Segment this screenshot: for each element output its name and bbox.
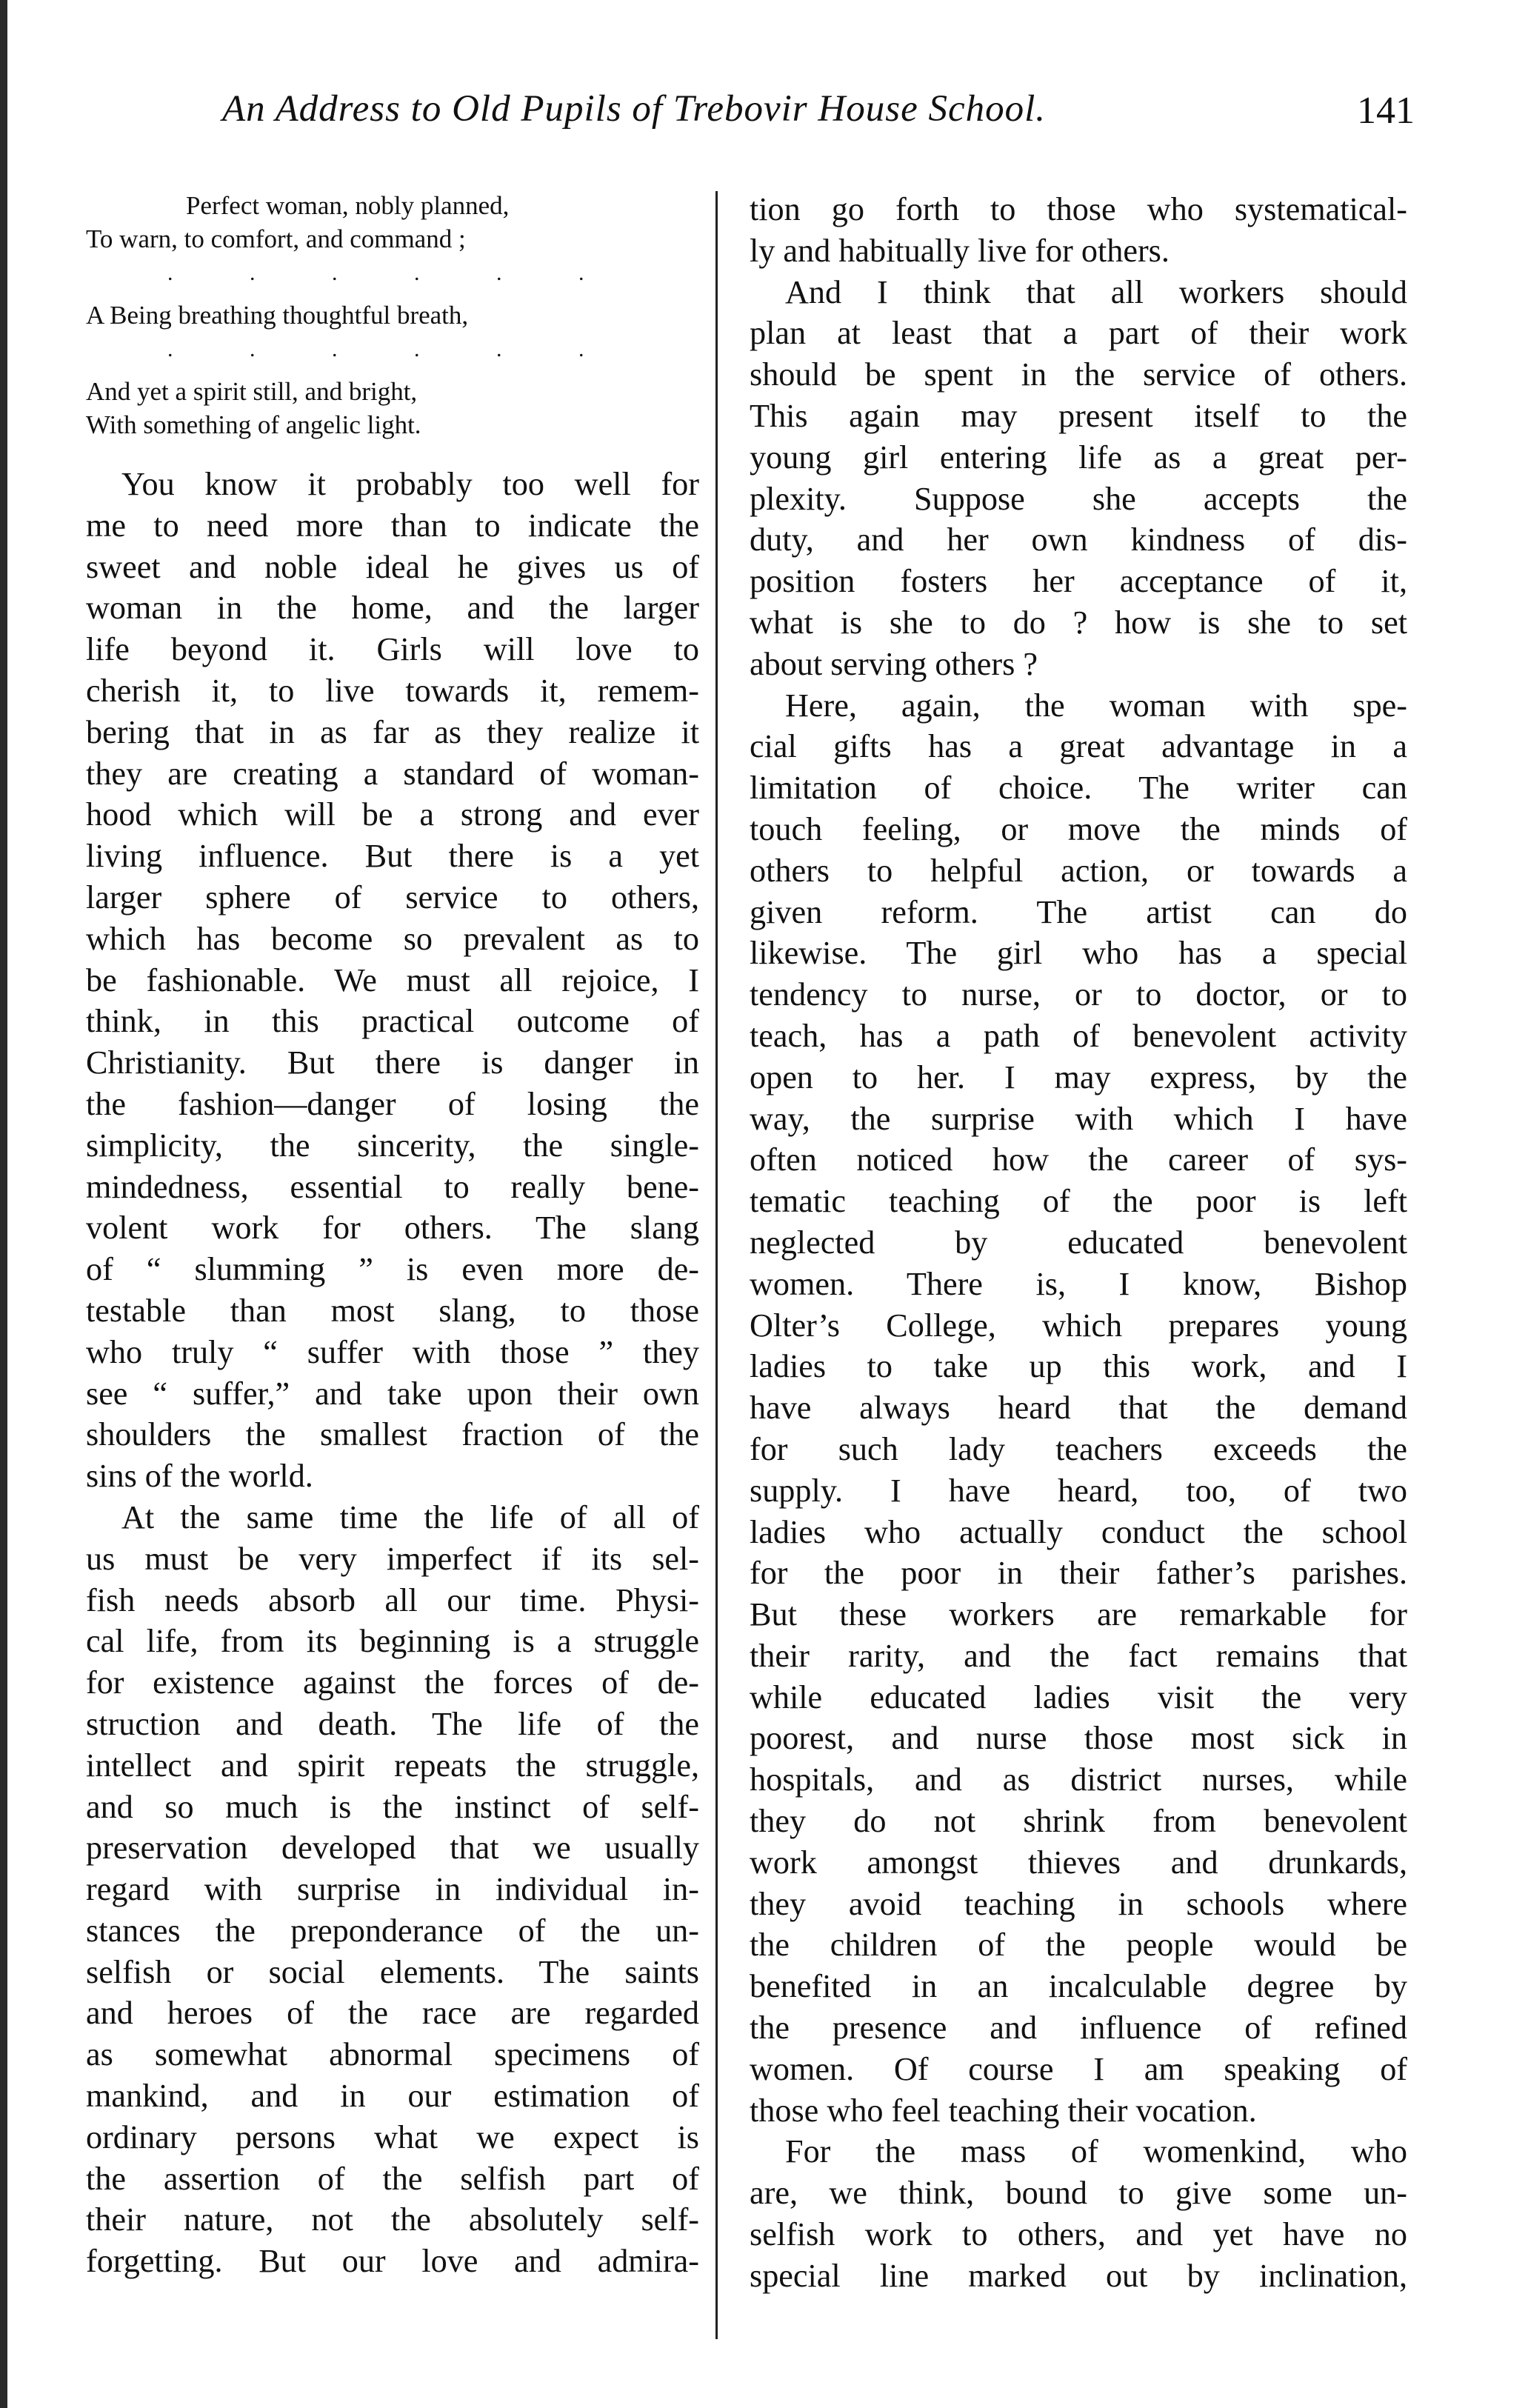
text-line: should be spent in the service of others. xyxy=(750,356,1407,393)
text-line: have always heard that the demand xyxy=(750,1390,1407,1427)
text-line: selfish or social elements. The saints xyxy=(86,1953,699,1990)
text-line: supply. I have heard, too, of two xyxy=(750,1472,1407,1509)
text-line: sins of the world. xyxy=(86,1458,313,1495)
text-line: open to her. I may express, by the xyxy=(750,1058,1407,1095)
text-line: ordinary persons what we expect is xyxy=(86,2118,699,2155)
text-line: and so much is the instinct of self- xyxy=(86,1788,699,1825)
text-line: for such lady teachers exceeds the xyxy=(750,1430,1407,1467)
text-line: they are creating a standard of woman- xyxy=(86,755,699,792)
text-line: given reform. The artist can do xyxy=(750,893,1407,930)
text-line: living influence. But there is a yet xyxy=(86,838,699,875)
text-line: regard with surprise in individual in- xyxy=(86,1871,699,1908)
text-line: work amongst thieves and drunkards, xyxy=(750,1844,1407,1881)
text-line: sweet and noble ideal he gives us of xyxy=(86,548,699,585)
page-header xyxy=(170,87,1415,154)
poem-line: With something of angelic light. xyxy=(86,410,421,439)
text-line: think, in this practical outcome of xyxy=(86,1003,699,1040)
text-line: mankind, and in our estimation of xyxy=(86,2078,699,2115)
text-line: they avoid teaching in schools where xyxy=(750,1885,1407,1922)
text-line: tion go forth to those who systematical- xyxy=(750,191,1407,227)
text-line: teach, has a path of benevolent activity xyxy=(750,1017,1407,1054)
page-number: 141 xyxy=(1357,90,1415,132)
text-line: life beyond it. Girls will love to xyxy=(86,631,699,668)
text-line: mindedness, essential to really bene- xyxy=(86,1168,699,1205)
text-line: shoulders the smallest fraction of the xyxy=(86,1416,699,1453)
text-line: For the mass of womenkind, who xyxy=(785,2133,1407,2170)
text-line: ladies to take up this work, and I xyxy=(750,1348,1407,1385)
text-line: touch feeling, or move the minds of xyxy=(750,810,1407,847)
text-line: Christianity. But there is danger in xyxy=(86,1044,699,1081)
text-line: their nature, not the absolutely self- xyxy=(86,2201,699,2238)
text-line: me to need more than to indicate the xyxy=(86,507,699,544)
text-line: duty, and her own kindness of dis- xyxy=(750,521,1407,558)
poem-ellipsis: . . . . . . xyxy=(167,337,620,361)
text-line: fish needs absorb all our time. Physi- xyxy=(86,1581,699,1618)
text-line: But these workers are remarkable for xyxy=(750,1596,1407,1633)
text-line: forgetting. But our love and admira- xyxy=(86,2243,699,2280)
right-column xyxy=(750,189,1407,2297)
text-line: those who feel teaching their vocation. xyxy=(750,2092,1257,2129)
text-line: simplicity, the sincerity, the single- xyxy=(86,1127,699,1164)
text-line: what is she to do ? how is she to set xyxy=(750,604,1407,641)
text-line: the presence and influence of refined xyxy=(750,2010,1407,2047)
text-line: plexity. Suppose she accepts the xyxy=(750,480,1407,517)
text-line: cal life, from its beginning is a struggle xyxy=(86,1623,699,1660)
poem-ellipsis: . . . . . . xyxy=(167,261,620,285)
text-line: intellect and spirit repeats the struggle, xyxy=(86,1747,699,1784)
text-line: they do not shrink from benevolent xyxy=(750,1803,1407,1840)
text-line: You know it probably too well for xyxy=(121,466,699,502)
text-line: plan at least that a part of their work xyxy=(750,315,1407,352)
text-line: way, the surprise with which I have xyxy=(750,1100,1407,1137)
poem-quote xyxy=(86,189,699,441)
left-body-text xyxy=(86,464,699,2282)
text-line: which has become so prevalent as to xyxy=(86,920,699,957)
text-line: neglected by educated benevolent xyxy=(750,1224,1407,1261)
text-line: volent work for others. The slang xyxy=(86,1210,699,1247)
text-line: tematic teaching of the poor is left xyxy=(750,1183,1407,1220)
text-line: likewise. The girl who has a special xyxy=(750,935,1407,972)
text-line: others to helpful action, or towards a xyxy=(750,852,1407,889)
text-line: while educated ladies visit the very xyxy=(750,1678,1407,1715)
text-line: the fashion—danger of losing the xyxy=(86,1085,699,1122)
text-line: their rarity, and the fact remains that xyxy=(750,1637,1407,1674)
text-line: cherish it, to live towards it, remem- xyxy=(86,672,699,709)
text-line: Here, again, the woman with spe- xyxy=(785,687,1407,724)
text-line: larger sphere of service to others, xyxy=(86,878,699,915)
text-line: tendency to nurse, or to doctor, or to xyxy=(750,976,1407,1013)
text-line: young girl entering life as a great per- xyxy=(750,438,1407,476)
text-line: ly and habitually live for others. xyxy=(750,232,1170,269)
text-line: preservation developed that we usually xyxy=(86,1830,699,1867)
text-line: testable than most slang, to those xyxy=(86,1292,699,1329)
text-line: stances the preponderance of the un- xyxy=(86,1912,699,1949)
scan-edge xyxy=(0,0,7,2408)
running-title: An Address to Old Pupils of Trebovir House School. xyxy=(222,88,1047,130)
text-line: poorest, and nurse those most sick in xyxy=(750,1720,1407,1757)
text-line: limitation of choice. The writer can xyxy=(750,770,1407,807)
poem-line: A Being breathing thoughtful breath, xyxy=(86,301,469,330)
text-line: ladies who actually conduct the school xyxy=(750,1513,1407,1550)
text-line: about serving others ? xyxy=(750,645,1038,682)
text-line: And I think that all workers should xyxy=(785,273,1407,310)
text-line: struction and death. The life of the xyxy=(86,1705,699,1742)
text-line: who truly “ suffer with those ” they xyxy=(86,1333,699,1370)
text-line: selfish work to others, and yet have no xyxy=(750,2216,1407,2253)
text-line: women. There is, I know, Bishop xyxy=(750,1265,1407,1302)
text-line: special line marked out by inclination, xyxy=(750,2257,1407,2294)
text-line: hood which will be a strong and ever xyxy=(86,796,699,833)
column-divider xyxy=(715,191,718,2339)
text-line: hospitals, and as district nurses, while xyxy=(750,1761,1407,1798)
text-line: benefited in an incalculable degree by xyxy=(750,1968,1407,2005)
text-line: the assertion of the selfish part of xyxy=(86,2160,699,2197)
text-line: be fashionable. We must all rejoice, I xyxy=(86,961,699,998)
poem-line: To warn, to comfort, and command ; xyxy=(86,224,466,253)
text-line: and heroes of the race are regarded xyxy=(86,1995,699,2032)
text-line: Olter’s College, which prepares young xyxy=(750,1307,1407,1344)
left-column xyxy=(86,189,699,2282)
text-line: bering that in as far as they realize it xyxy=(86,713,699,750)
text-line: the children of the people would be xyxy=(750,1927,1407,1964)
text-line: This again may present itself to the xyxy=(750,397,1407,434)
text-line: woman in the home, and the larger xyxy=(86,590,699,627)
text-line: cial gifts has a great advantage in a xyxy=(750,728,1407,765)
text-line: are, we think, bound to give some un- xyxy=(750,2175,1407,2212)
text-line: for the poor in their father’s parishes. xyxy=(750,1555,1407,1592)
poem-line: Perfect woman, nobly planned, xyxy=(186,191,510,220)
text-line: position fosters her acceptance of it, xyxy=(750,563,1407,600)
text-line: of “ slumming ” is even more de- xyxy=(86,1251,699,1288)
text-line: as somewhat abnormal specimens of xyxy=(86,2036,699,2073)
poem-line: And yet a spirit still, and bright, xyxy=(86,377,418,406)
text-line: At the same time the life of all of xyxy=(121,1498,699,1535)
text-line: for existence against the forces of de- xyxy=(86,1664,699,1701)
text-line: see “ suffer,” and take upon their own xyxy=(86,1375,699,1412)
text-line: often noticed how the career of sys- xyxy=(750,1141,1407,1178)
text-line: women. Of course I am speaking of xyxy=(750,2050,1407,2087)
text-line: us must be very imperfect if its sel- xyxy=(86,1540,699,1577)
